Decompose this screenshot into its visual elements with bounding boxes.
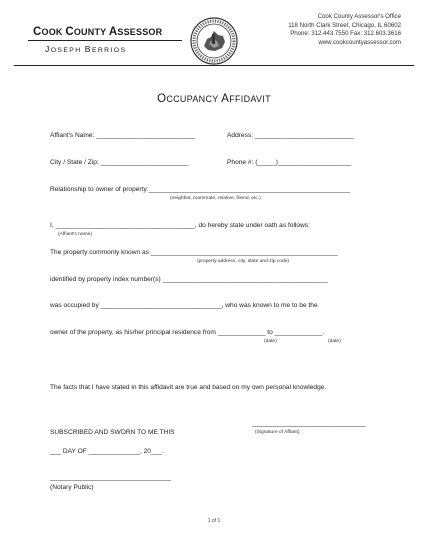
affiant-signature-field[interactable]: _______________________________ xyxy=(252,420,366,427)
county-seal-icon xyxy=(190,17,238,65)
subscribed-sworn-text: SUBSCRIBED AND SWORN TO ME THIS xyxy=(50,429,175,436)
form-title: OCCUPANCY AFFIDAVIT xyxy=(157,93,271,105)
truth-statement: The facts that I have stated in this affidavit are true and based on my own personal knowledge. xyxy=(50,384,327,391)
header-name-rule xyxy=(28,40,182,41)
address-field[interactable]: Address: ___________________________ xyxy=(227,132,354,139)
notary-signature-field[interactable]: _________________________________ xyxy=(50,474,172,481)
assessor-name: JOSEPH BERRIOS xyxy=(45,44,127,54)
end-date-hint: (date) xyxy=(328,339,341,344)
page-number: 1 of 1 xyxy=(207,518,221,524)
office-website-link[interactable]: www.cookcountyassessor.com xyxy=(318,38,401,46)
office-street-address: 118 North Clark Street, Chicago, IL 60602 xyxy=(288,21,401,29)
phone-field[interactable]: Phone #: (_____)____________________ xyxy=(227,159,352,166)
office-name: COOK COUNTY ASSESSOR xyxy=(33,26,163,38)
signature-hint: (Signature of Affiant) xyxy=(255,430,300,435)
start-date-hint: (date) xyxy=(264,339,277,344)
office-phone-fax: Phone: 312.443.7550 Fax: 312.603.3616 xyxy=(290,30,401,38)
header-divider xyxy=(14,65,414,66)
relationship-field[interactable]: Relationship to owner of property:_______________________________________________________ xyxy=(50,186,351,193)
office-contact-block xyxy=(288,13,401,47)
notary-public-label: (Notary Public) xyxy=(50,484,94,491)
affiant-name-field[interactable]: Affiant's Name: ___________________________ xyxy=(50,132,196,139)
residence-dates-field[interactable]: owner of the property, as his/her principal residence from _____________ to _____________. xyxy=(50,329,325,336)
occupied-by-field[interactable]: was occupied by _________________________________, who was known to me to be the xyxy=(50,302,318,309)
city-state-zip-field[interactable]: City / State / Zip: ________________________ xyxy=(50,159,189,166)
property-address-hint: (property address, city, state and zip code) xyxy=(197,259,290,264)
relationship-hint: (neighbor, roommate, relative, friend, etc.) xyxy=(170,196,261,201)
notary-date-field[interactable]: ___ DAY OF ______________, 20___. xyxy=(50,448,164,455)
property-address-field[interactable]: The property commonly known as ___________________________________________________ xyxy=(50,249,338,256)
affiant-name-hint: (Affiant's name) xyxy=(58,232,93,237)
office-label: Cook County Assessor's Office xyxy=(317,13,401,20)
oath-statement-field[interactable]: I, ______________________________________, do hereby state under oath as follows: xyxy=(50,222,310,229)
property-index-number-field[interactable]: identified by property index number(s) _____________________________________________ xyxy=(50,276,328,283)
